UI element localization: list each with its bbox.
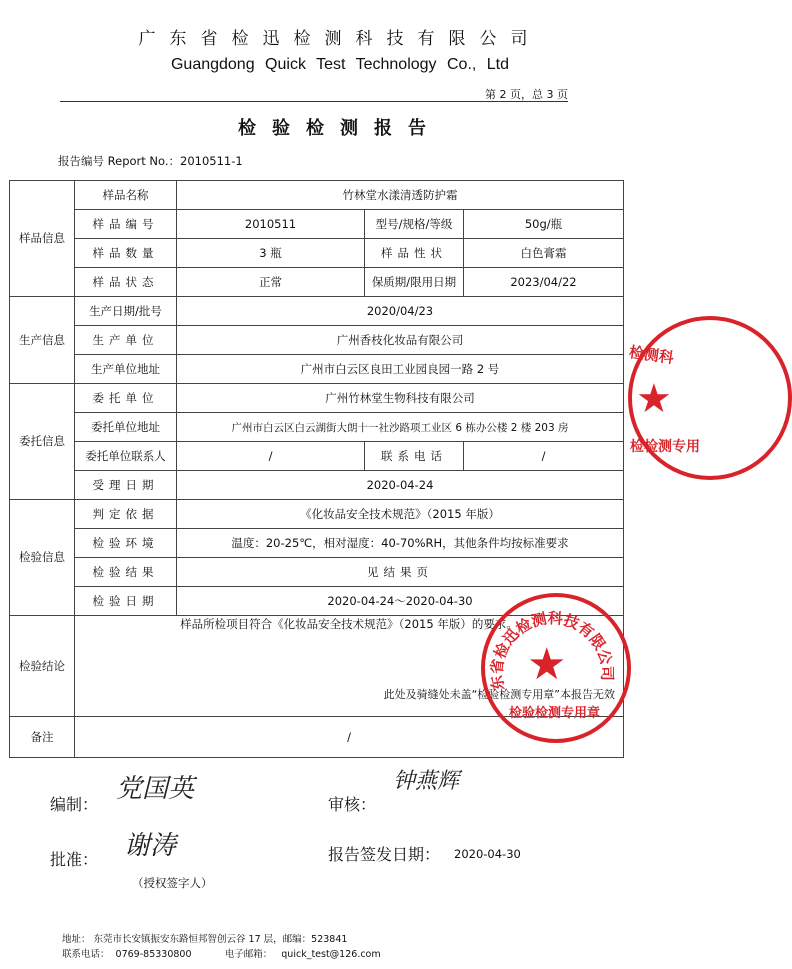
approver-signature: 谢涛 xyxy=(124,831,177,861)
header-rule xyxy=(60,101,568,102)
report-title: 检验检测报告 xyxy=(238,118,442,139)
sample-nature: 白色膏霜 xyxy=(464,239,624,268)
group-label: 样品信息 xyxy=(19,231,65,245)
editor-signature: 党国英 xyxy=(116,774,195,804)
cell-label: 样品性状 xyxy=(365,239,464,268)
client-phone: / xyxy=(464,442,624,471)
side-seal-top-text: 检测科 xyxy=(627,342,675,368)
table-row xyxy=(10,413,624,442)
remarks-value: / xyxy=(75,717,624,758)
cell-label: 样品状态 xyxy=(75,268,177,297)
footer-address: 地址： 东莞市长安镇振安东路恒邦智创云谷 17 层，邮编：523841 xyxy=(62,934,348,945)
group-label: 生产信息 xyxy=(19,332,65,347)
client-address: 广州市白云区白云湖街大朗十一社沙路项工业区 6 栋办公楼 2 楼 203 房 xyxy=(177,413,624,442)
cell-label: 检验结果 xyxy=(75,558,177,587)
sample-name: 竹林堂水漾清透防护霜 xyxy=(177,181,624,210)
table-row xyxy=(10,268,624,297)
issue-date-label: 报告签发日期： xyxy=(328,845,441,864)
table-row xyxy=(10,210,624,239)
cell-label: 委托单位 xyxy=(75,384,177,413)
cell-label: 检验环境 xyxy=(75,529,177,558)
group-producer xyxy=(10,297,75,384)
cell-label: 样品名称 xyxy=(75,181,177,210)
cell-label: 委托单位联系人 xyxy=(75,442,177,471)
sample-state: 正常 xyxy=(177,268,365,297)
group-label: 检验结论 xyxy=(19,658,65,673)
inspection-basis: 《化妆品安全技术规范》（2015 年版） xyxy=(177,500,624,529)
producer-unit: 广州香枝化妆品有限公司 xyxy=(177,326,624,355)
seal-arc-label: 东省检迅检测科技有限公司 xyxy=(487,609,617,692)
sample-expiry: 2023/04/22 xyxy=(464,268,624,297)
cell-label: 生产日期/批号 xyxy=(75,297,177,326)
cell-label: 判定依据 xyxy=(75,500,177,529)
table-row xyxy=(10,326,624,355)
reviewer-label: 审核： xyxy=(328,795,377,814)
table-row xyxy=(10,471,624,500)
production-date: 2020/04/23 xyxy=(177,297,624,326)
sample-spec: 50g/瓶 xyxy=(464,210,624,239)
inspection-date: 2020-04-24～2020-04-30 xyxy=(177,587,624,616)
cell-label: 受理日期 xyxy=(75,471,177,500)
cell-label: 生产单位地址 xyxy=(75,355,177,384)
cell-label: 生产单位 xyxy=(75,326,177,355)
acceptance-date: 2020-04-24 xyxy=(177,471,624,500)
sample-number: 2010511 xyxy=(177,210,365,239)
sample-quantity: 3 瓶 xyxy=(177,239,365,268)
company-name-cn: 广东省检迅检测科技有限公司 xyxy=(138,29,542,49)
group-label: 检验信息 xyxy=(19,550,65,564)
star-icon: ★ xyxy=(527,639,567,690)
inspection-environment: 温度：20-25℃，相对湿度：40-70%RH，其他条件均按标准要求 xyxy=(177,529,624,558)
producer-address: 广州市白云区良田工业园良园一路 2 号 xyxy=(177,355,624,384)
client-unit: 广州竹林堂生物科技有限公司 xyxy=(177,384,624,413)
group-conclusion xyxy=(10,616,75,717)
table-row xyxy=(10,355,624,384)
seal-bottom-text: 检验检测专用章 xyxy=(509,706,601,721)
group-label: 委托信息 xyxy=(19,434,65,448)
cell-label: 联系电话 xyxy=(365,442,464,471)
group-inspection xyxy=(10,500,75,616)
table-row xyxy=(10,442,624,471)
client-contact: / xyxy=(177,442,365,471)
issue-date: 2020-04-30 xyxy=(454,847,521,861)
table-row xyxy=(10,500,624,529)
cell-label: 样品编号 xyxy=(75,210,177,239)
cell-label: 样品数量 xyxy=(75,239,177,268)
table-row xyxy=(10,297,624,326)
table-row xyxy=(10,558,624,587)
group-sample xyxy=(10,181,75,297)
authorized-signatory: （授权签字人） xyxy=(132,876,213,890)
reviewer-signature: 钟燕辉 xyxy=(393,769,460,794)
table-row xyxy=(10,384,624,413)
cell-label: 型号/规格/等级 xyxy=(365,210,464,239)
group-client xyxy=(10,384,75,500)
star-icon: ★ xyxy=(636,376,672,422)
cell-label: 保质期/限用日期 xyxy=(365,268,464,297)
company-name-en: Guangdong Quick Test Technology Co., Ltd xyxy=(170,56,510,73)
footer-contact: 联系电话： 0769-85330800 电子邮箱： quick_test@126.com xyxy=(62,949,381,960)
conclusion-note: 此处及骑缝处未盖“检验检测专用章”本报告无效 xyxy=(383,688,615,701)
report-number: 报告编号 Report No.：2010511-1 xyxy=(58,154,243,168)
editor-label: 编制： xyxy=(50,795,99,814)
approver-label: 批准： xyxy=(50,850,99,869)
cell-label: 委托单位地址 xyxy=(75,413,177,442)
page-indicator: 第 2 页，总 3 页 xyxy=(485,88,568,101)
table-row xyxy=(10,181,624,210)
table-row xyxy=(10,529,624,558)
inspection-result: 见结果页 xyxy=(177,558,624,587)
group-label: 备注 xyxy=(30,729,54,744)
conclusion-text: 样品所检项目符合《化妆品安全技术规范》（2015 年版）的要求。 xyxy=(180,617,518,631)
cell-label: 检验日期 xyxy=(75,587,177,616)
table-row xyxy=(10,239,624,268)
side-seal-bottom-text: 检检测专用 xyxy=(630,439,700,455)
group-remarks xyxy=(10,717,75,758)
